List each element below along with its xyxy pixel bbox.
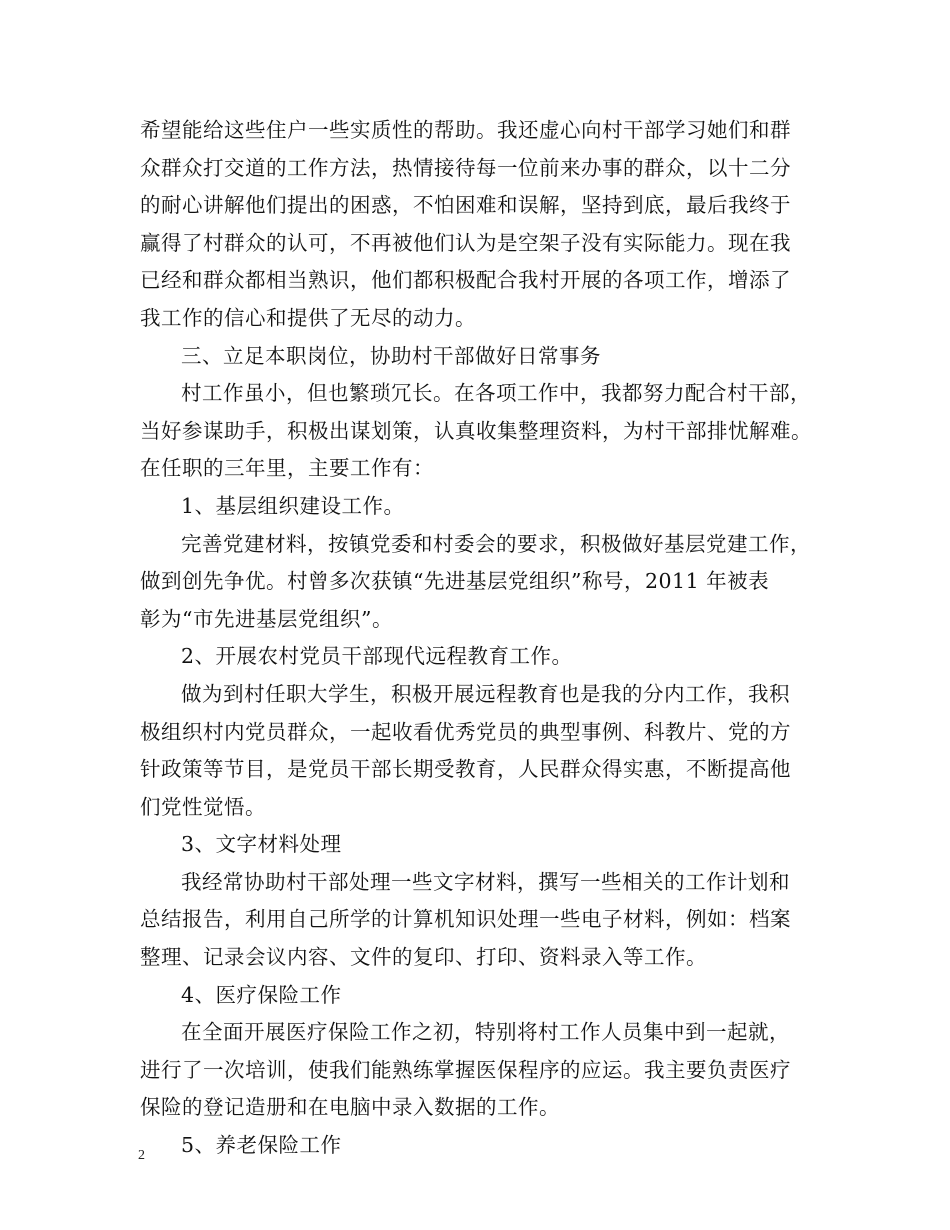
text-line: 整理、记录会议内容、文件的复印、打印、资料录入等工作。: [140, 945, 707, 970]
text-line: 们党性觉悟。: [140, 794, 266, 819]
document-body: [140, 112, 830, 1165]
text-line: 众群众打交道的工作方法，热情接待每一位前来办事的群众，以十二分: [140, 155, 791, 180]
text-line: 做为到村任职大学生，积极开展远程教育也是我的分内工作，我积: [181, 681, 790, 706]
text-line: 在全面开展医疗保险工作之初，特别将村工作人员集中到一起就，: [181, 1020, 790, 1045]
text-line: 已经和群众都相当熟识，他们都积极配合我村开展的各项工作，增添了: [140, 268, 791, 293]
text-line: 三、立足本职岗位，协助村干部做好日常事务: [181, 343, 601, 368]
text-line: 完善党建材料，按镇党委和村委会的要求，积极做好基层党建工作，: [181, 531, 811, 556]
text-line: 做到创先争优。村曾多次获镇“先进基层党组织”称号，2011 年被表: [140, 569, 770, 594]
text-line: 村工作虽小，但也繁琐冗长。在各项工作中，我都努力配合村干部，: [181, 381, 811, 406]
text-line: 4、医疗保险工作: [181, 982, 342, 1007]
text-line: 极组织村内党员群众，一起收看优秀党员的典型事例、科教片、党的方: [140, 719, 791, 744]
text-line: 彰为“市先进基层党组织”。: [140, 606, 393, 631]
text-line: 我经常协助村干部处理一些文字材料，撰写一些相关的工作计划和: [181, 869, 790, 894]
text-line: 我工作的信心和提供了无尽的动力。: [140, 305, 476, 330]
text-line: 希望能给这些住户一些实质性的帮助。我还虚心向村干部学习她们和群: [140, 118, 791, 142]
text-line: 在任职的三年里，主要工作有：: [140, 456, 434, 481]
text-line: 保险的登记造册和在电脑中录入数据的工作。: [140, 1095, 560, 1120]
text-line: 5、养老保险工作: [181, 1133, 342, 1158]
text-line: 进行了一次培训，使我们能熟练掌握医保程序的应运。我主要负责医疗: [140, 1057, 791, 1082]
text-line: 2、开展农村党员干部现代远程教育工作。: [181, 644, 573, 669]
text-line: 针政策等节目，是党员干部长期受教育，人民群众得实惠，不断提高他: [140, 757, 791, 782]
text-line: 总结报告，利用自己所学的计算机知识处理一些电子材料，例如：档案: [140, 907, 791, 932]
page-number: 2: [138, 1148, 145, 1163]
text-line: 1、基层组织建设工作。: [181, 493, 405, 518]
text-line: 的耐心讲解他们提出的困惑，不怕困难和误解，坚持到底，最后我终于: [140, 193, 791, 218]
text-line: 3、文字材料处理: [181, 832, 342, 857]
text-line: 当好参谋助手，积极出谋划策，认真收集整理资料，为村干部排忧解难。: [140, 418, 812, 443]
text-line: 赢得了村群众的认可，不再被他们认为是空架子没有实际能力。现在我: [140, 230, 791, 255]
